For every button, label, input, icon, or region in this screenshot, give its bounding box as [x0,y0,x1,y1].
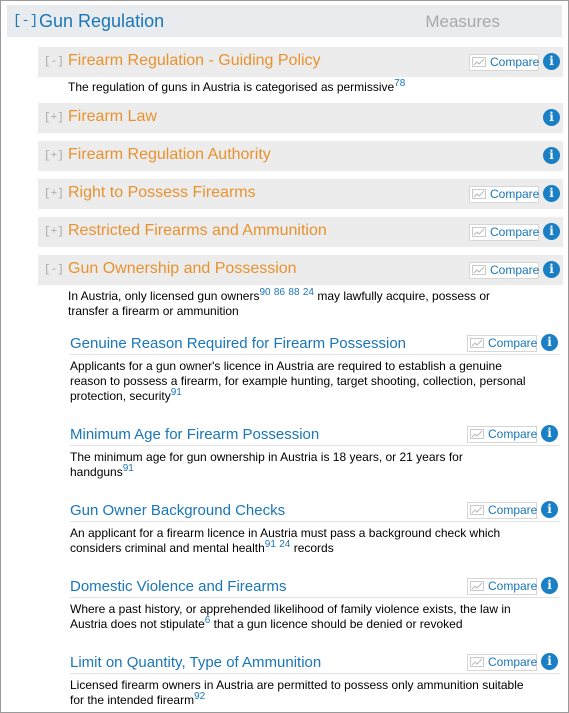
section-toggle[interactable]: [-] [44,264,64,276]
divider [70,521,560,522]
section-toggle[interactable]: [+] [44,226,64,238]
compare-button[interactable] [469,224,539,241]
section-firearm-law[interactable] [38,103,563,133]
footnote-ref[interactable]: 91 [122,463,134,474]
section-toggle[interactable]: [+] [44,150,64,162]
section-title[interactable]: Firearm Regulation Authority [68,146,271,163]
compare-label: Compare [488,503,538,517]
compare-label: Compare [488,427,538,441]
text-line: The minimum age for gun ownership in Austria is 18 years, or 21 years for [70,450,463,464]
compare-button[interactable] [469,186,539,203]
subsection-text [70,359,526,404]
chart-icon [472,57,486,67]
text-line [70,693,524,708]
section-title[interactable]: Gun Ownership and Possession [68,260,297,277]
section-title[interactable]: Restricted Firearms and Ammunition [68,222,327,239]
chart-icon [472,227,486,237]
divider [70,673,560,674]
compare-button[interactable] [467,426,537,443]
section-title[interactable]: Firearm Regulation - Guiding Policy [68,52,321,69]
text-line [70,541,500,556]
footnote-ref[interactable]: 86 [273,287,286,298]
section-regulation-authority[interactable] [38,141,563,171]
chart-icon [472,265,486,275]
info-icon[interactable]: i [543,185,560,202]
text-fragment: considers criminal and mental health [70,541,265,555]
text-fragment: Austria does not stipulate [70,617,205,631]
ownership-line-2: transfer a firearm or ammunition [68,304,239,318]
text-line: Applicants for a gun owner's licence in Austria are required to establish a genuine [70,359,502,373]
compare-label: Compare [488,336,538,350]
policy-sentence: The regulation of guns in Austria is categorised as permissive [68,80,395,94]
subsection-title[interactable]: Limit on Quantity, Type of Ammunition [70,654,322,671]
collapse-toggle[interactable]: [-] [13,13,39,29]
chart-icon [472,189,486,199]
info-icon[interactable]: i [541,653,558,670]
divider [70,354,560,355]
section-toggle[interactable]: [-] [44,56,64,68]
info-icon[interactable]: i [541,425,558,442]
ownership-text [68,289,490,319]
compare-button[interactable] [467,654,537,671]
text-line [70,389,526,404]
text-line [70,465,463,480]
section-toggle[interactable]: [+] [44,112,64,124]
text-line [70,617,511,632]
info-icon[interactable]: i [541,501,558,518]
chart-icon [470,657,484,667]
compare-button[interactable] [467,335,537,352]
info-icon[interactable]: i [543,53,560,70]
info-icon[interactable]: i [543,147,560,164]
text-fragment: handguns [70,465,123,479]
chart-icon [470,338,484,348]
info-icon[interactable]: i [543,261,560,278]
chart-icon [470,505,484,515]
subsection-title[interactable]: Domestic Violence and Firearms [70,578,287,595]
footnote-ref[interactable]: 91 [170,387,182,398]
footnote-ref[interactable]: 91 [264,539,276,550]
page-title[interactable]: Gun Regulation [39,11,165,31]
gun-regulation-header [7,5,562,37]
section-toggle[interactable]: [+] [44,188,64,200]
info-icon[interactable]: i [541,334,558,351]
compare-label: Compare [490,225,540,239]
footnote-ref[interactable]: 90 [259,287,271,298]
footnote-ref[interactable]: 6 [204,615,211,626]
footnote-ref[interactable]: 92 [194,691,206,702]
chart-icon [470,581,484,591]
compare-button[interactable] [467,578,537,595]
subsection-title[interactable]: Genuine Reason Required for Firearm Possession [70,335,406,352]
divider [70,597,560,598]
text-line: reason to possess a firearm, for example hunting, target shooting, collection, personal [70,374,526,388]
info-icon[interactable]: i [541,577,558,594]
subsection-text [70,526,500,556]
text-fragment: In Austria, only licensed gun owners [68,289,260,303]
subsection-text [70,602,511,632]
subsection-title[interactable]: Minimum Age for Firearm Possession [70,426,320,443]
text-fragment: for the intended firearm [70,693,195,707]
compare-label: Compare [490,263,540,277]
text-line: Where a past history, or apprehended likelihood of family violence exists, the law in [70,602,511,616]
footnote-ref[interactable]: 24 [302,287,314,298]
subsection-text [70,450,463,480]
text-fragment: that a gun licence should be denied or revoked [210,617,463,631]
text-line: Licensed firearm owners in Austria are permitted to possess only ammunition suitable [70,678,524,692]
text-line: An applicant for a firearm licence in Austria must pass a background check which [70,526,501,540]
ownership-line-1 [68,289,490,304]
compare-button[interactable] [469,54,539,71]
compare-button[interactable] [469,262,539,279]
chart-icon [470,429,484,439]
compare-label: Compare [490,55,540,69]
divider [70,445,560,446]
footnote-ref[interactable]: 88 [288,287,300,298]
text-fragment: protection, security [70,389,171,403]
info-icon[interactable]: i [543,109,560,126]
subsection-title[interactable]: Gun Owner Background Checks [70,502,286,519]
compare-label: Compare [490,187,540,201]
info-icon[interactable]: i [543,223,560,240]
text-fragment: records [290,541,334,555]
compare-button[interactable] [467,502,537,519]
compare-label: Compare [488,655,538,669]
subsection-text [70,678,524,708]
section-title[interactable]: Right to Possess Firearms [68,184,256,201]
section-title[interactable]: Firearm Law [68,108,157,125]
footnote-ref[interactable]: 78 [394,78,406,89]
footnote-ref[interactable]: 24 [279,539,291,550]
text-fragment: may lawfully acquire, possess or [313,289,491,303]
policy-text [68,80,405,95]
compare-label: Compare [488,579,538,593]
measures-heading: Measures [425,12,500,31]
